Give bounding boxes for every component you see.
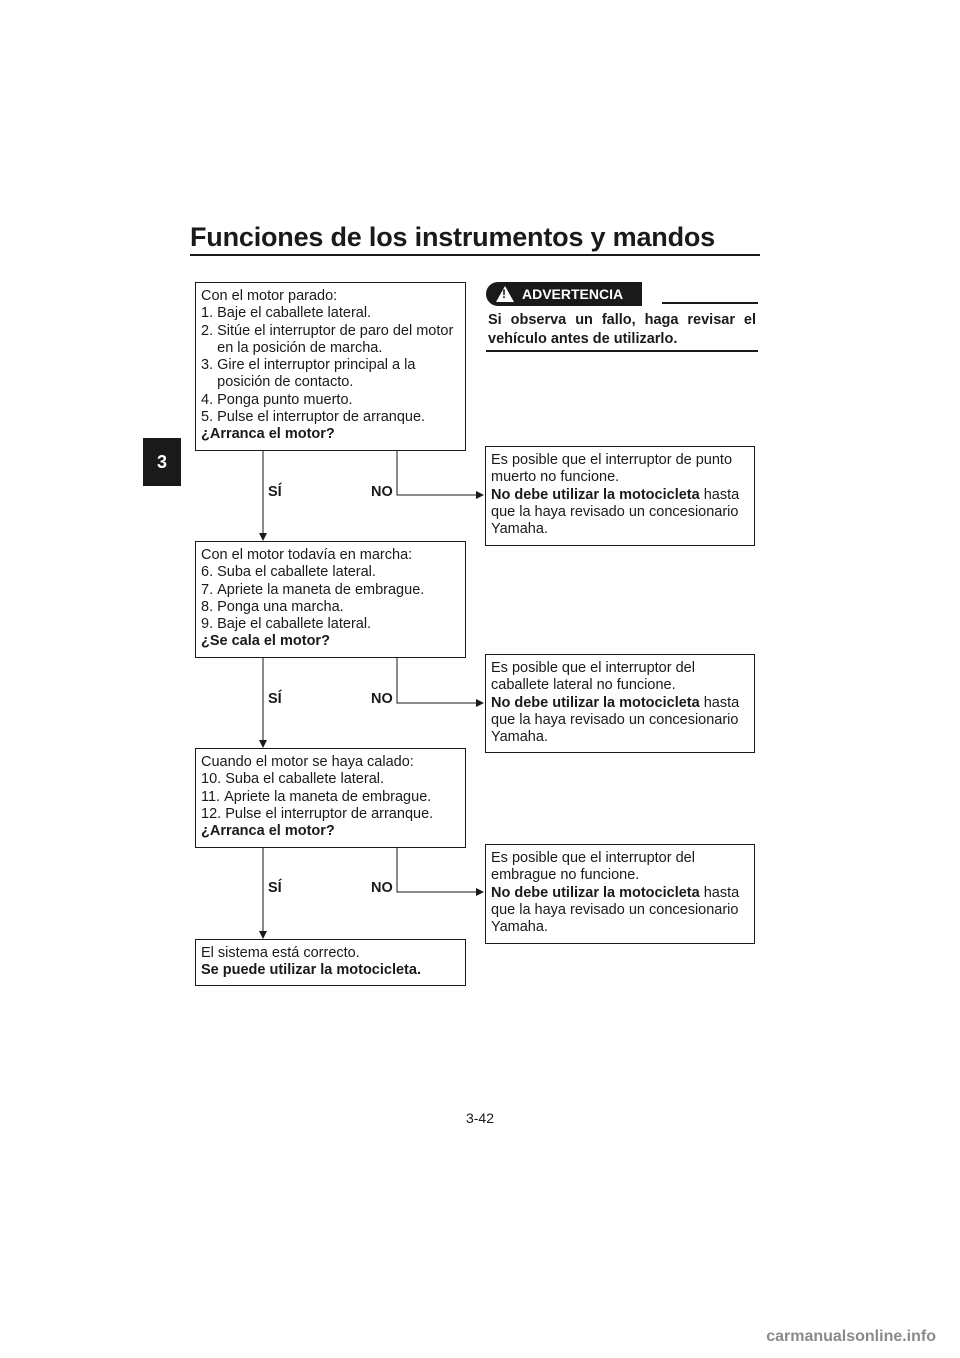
step1-item: 5. Pulse el interruptor de arranque.	[201, 409, 426, 426]
step3-question: ¿Arranca el motor?	[201, 823, 335, 840]
step1-item: 4. Ponga punto muerto.	[201, 391, 353, 408]
step1-intro: Con el motor parado:	[201, 288, 338, 304]
no-label: NO	[371, 691, 393, 707]
fault3-text: Es posible que el interruptor del embrague no funcione.	[491, 850, 695, 884]
no-label: NO	[371, 484, 393, 500]
fault3-warning: No debe utilizar la motocicleta	[491, 884, 700, 901]
no-line-3	[397, 848, 483, 892]
step1-box	[195, 282, 466, 451]
step1-item: 1. Baje el caballete lateral.	[201, 305, 372, 322]
warning-triangle-icon	[496, 286, 514, 302]
no-line-2	[397, 658, 483, 703]
watermark: carmanualsonline.info	[766, 1328, 936, 1345]
yes-label: SÍ	[268, 484, 282, 500]
warning-badge	[486, 282, 642, 306]
fault1-warning: No debe utilizar la motocicleta	[491, 486, 700, 503]
fault2-warning: No debe utilizar la motocicleta	[491, 694, 700, 711]
page-number: 3-42	[465, 1110, 495, 1126]
step1-item: 2. Sitúe el interruptor de paro del motor en la posición de marcha.	[201, 322, 454, 356]
step3-item: 12. Pulse el interruptor de arranque.	[201, 805, 434, 822]
no-label: NO	[371, 880, 393, 896]
fault2-box	[485, 654, 755, 753]
step1-question: ¿Arranca el motor?	[201, 426, 335, 443]
yes-label: SÍ	[268, 691, 282, 707]
result-box	[195, 939, 466, 986]
result-line: El sistema está correcto.	[201, 945, 360, 961]
fault1-box	[485, 446, 755, 546]
step2-item: 8. Ponga una marcha.	[201, 598, 344, 615]
fault3-text-2: hasta que la haya revisado un concesionario Yamaha.	[491, 884, 740, 936]
warning-rule-bottom	[486, 350, 758, 352]
step2-question: ¿Se cala el motor?	[201, 633, 330, 650]
warning-rule-top	[662, 302, 758, 304]
step1-item: 3. Gire el interruptor principal a la posición de contacto.	[201, 357, 416, 391]
step2-box	[195, 541, 466, 658]
fault2-text: Es posible que el interruptor del caballete lateral no funcione.	[491, 660, 695, 694]
step2-intro: Con el motor todavía en marcha:	[201, 547, 413, 563]
warning-badge-label: ADVERTENCIA	[522, 286, 624, 302]
fault1-text-2: hasta que la haya revisado un concesionario Yamaha.	[491, 486, 740, 538]
yes-label: SÍ	[268, 880, 282, 896]
fault1-text: Es posible que el interruptor de punto muerto no funcione.	[491, 452, 733, 486]
step2-item: 9. Baje el caballete lateral.	[201, 616, 372, 633]
fault3-box	[485, 844, 755, 944]
page-title: Funciones de los instrumentos y mandos	[190, 222, 715, 252]
warning-text: Si observa un fallo, haga revisar el vehículo antes de utilizarlo.	[488, 312, 756, 347]
step3-item: 10. Suba el caballete lateral.	[201, 771, 385, 788]
no-line-1	[397, 451, 483, 495]
step2-item: 6. Suba el caballete lateral.	[201, 564, 376, 581]
step3-item: 11. Apriete la maneta de embrague.	[201, 788, 432, 805]
result-line-bold: Se puede utilizar la motocicleta.	[201, 962, 421, 979]
fault2-text-2: hasta que la haya revisado un concesionario Yamaha.	[491, 694, 740, 746]
step3-box	[195, 748, 466, 848]
step3-intro: Cuando el motor se haya calado:	[201, 754, 414, 770]
chapter-tab: 3	[143, 438, 181, 486]
step2-item: 7. Apriete la maneta de embrague.	[201, 581, 425, 598]
